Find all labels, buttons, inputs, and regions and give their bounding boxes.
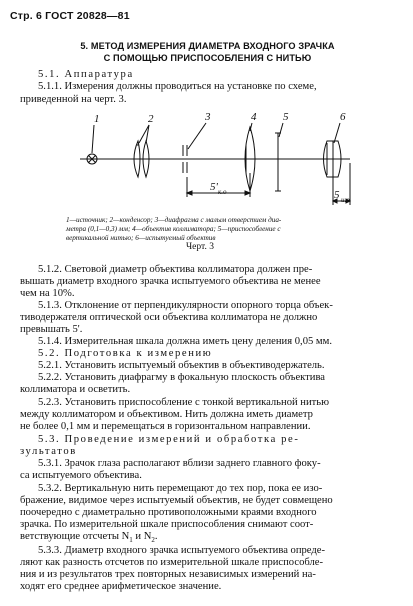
- section-title-line1: 5. МЕТОД ИЗМЕРЕНИЯ ДИАМЕТРА ВХОДНОГО ЗРАЧКА: [80, 41, 335, 51]
- readings-and: и N: [132, 531, 152, 542]
- para-5-3-1-line2: са испытуемого объектива.: [20, 470, 142, 481]
- optical-scheme-figure: [0, 105, 413, 215]
- dim-sub-io: и.о: [341, 196, 350, 204]
- thread-fixture: [275, 133, 281, 191]
- subsection-measurement-line1: 5.3. Проведение измерений и обработка ре-: [38, 434, 300, 445]
- para-5-3-3-line1: 5.3.3. Диаметр входного зрачка испытуемого объектива опреде-: [38, 545, 325, 556]
- para-5-2-3-line1: 5.2.3. Установить приспособление с тонкой вертикальной нитью: [38, 397, 330, 408]
- figure-caption-line2: метра (0,1—0,3) мм; 4—объектив коллиматора; 5—приспособление с: [66, 225, 281, 233]
- section-title-line2: С ПОМОЩЬЮ ПРИСПОСОБЛЕНИЯ С НИТЬЮ: [103, 53, 312, 63]
- para-5-3-1-line1: 5.3.1. Зрачок глаза располагают вблизи заднего главного фоку-: [38, 458, 321, 469]
- readings-end: .: [154, 531, 158, 542]
- subsection-measurement-line2: зультатов: [20, 446, 77, 457]
- figure-caption-line1: 1—источник; 2—конденсор; 3—диафрагма с малым отверстием диа-: [66, 216, 282, 224]
- para-5-1-3-line2: тиводержателя оптической оси объектива коллиматора не должно: [20, 312, 318, 323]
- readings-text: ветствующие отсчеты N: [20, 531, 130, 542]
- para-5-3-2-line5: [20, 531, 158, 544]
- dim-label-ko: 5': [210, 181, 218, 193]
- label-5: 5: [283, 111, 289, 123]
- para-5-1-2-line2: вышать диаметр входного зрачка испытуемого объектива не менее: [20, 276, 321, 287]
- para-5-1-2-line1: 5.1.2. Световой диаметр объектива коллиматора должен пре-: [38, 264, 313, 275]
- dim-sub-ko: к.о: [218, 188, 227, 196]
- figure-caption-line3: вертикальной нитью; 6—испытуемый объектив: [66, 234, 216, 242]
- para-5-3-2-line2: бражение, видимое через испытуемый объектив, не будет совмещено: [20, 495, 333, 506]
- para-5-3-2-line3: поочередно с диаметрально противоположными краями входного: [20, 507, 317, 518]
- para-5-3-3-line2: ляют как разность отсчетов по измерительной шкале приспособле-: [20, 557, 324, 568]
- subsection-apparatus: 5.1. Аппаратура: [38, 69, 134, 80]
- para-5-1-4: 5.1.4. Измерительная шкала должна иметь цену деления 0,05 мм.: [38, 336, 332, 347]
- figure-number: Черт. 3: [186, 242, 214, 252]
- para-5-1-1-line2: приведенной на черт. 3.: [20, 94, 127, 105]
- para-5-2-2-line1: 5.2.2. Установить диафрагму в фокальную плоскость объектива: [38, 372, 326, 383]
- para-5-2-3-line2: между коллиматором и объективом. Нить должна иметь диаметр: [20, 409, 313, 420]
- para-5-3-2-line4: зрачка. По измерительной шкале приспособления снимают соот-: [20, 519, 314, 530]
- para-5-2-2-line2: коллиматора и осветить.: [20, 384, 131, 395]
- para-5-3-3-line3: ния и из результатов трех повторных независимых измерений на-: [20, 569, 316, 580]
- label-3: 3: [205, 111, 211, 123]
- para-5-1-3-line3: превышать 5'.: [20, 324, 83, 335]
- label-6: 6: [340, 111, 346, 123]
- para-5-3-2-line1: 5.3.2. Вертикальную нить перемещают до тех пор, пока ее изо-: [38, 483, 323, 494]
- label-4: 4: [251, 111, 257, 123]
- label-1: 1: [94, 113, 100, 125]
- n2-subscript: 2: [151, 536, 155, 545]
- n1-subscript: 1: [129, 536, 133, 545]
- para-5-3-3-line4: ходят его среднее арифметическое значение.: [20, 581, 222, 592]
- dim-label-io: 5: [334, 189, 340, 201]
- page-header: Стр. 6 ГОСТ 20828—81: [10, 10, 130, 22]
- para-5-1-3-line1: 5.1.3. Отклонение от перпендикулярности опорного торца объек-: [38, 300, 333, 311]
- para-5-2-3-line3: не более 0,1 мм и перемещаться в горизонтальном направлении.: [20, 421, 311, 432]
- para-5-1-2-line3: чем на 10%.: [20, 288, 75, 299]
- para-5-2-1: 5.2.1. Установить испытуемый объектив в объективодержатель.: [38, 360, 325, 371]
- label-2: 2: [148, 113, 154, 125]
- subsection-preparation: 5.2. Подготовка к измерению: [38, 348, 213, 359]
- para-5-1-1-line1: 5.1.1. Измерения должны проводиться на установке по схеме,: [38, 81, 317, 92]
